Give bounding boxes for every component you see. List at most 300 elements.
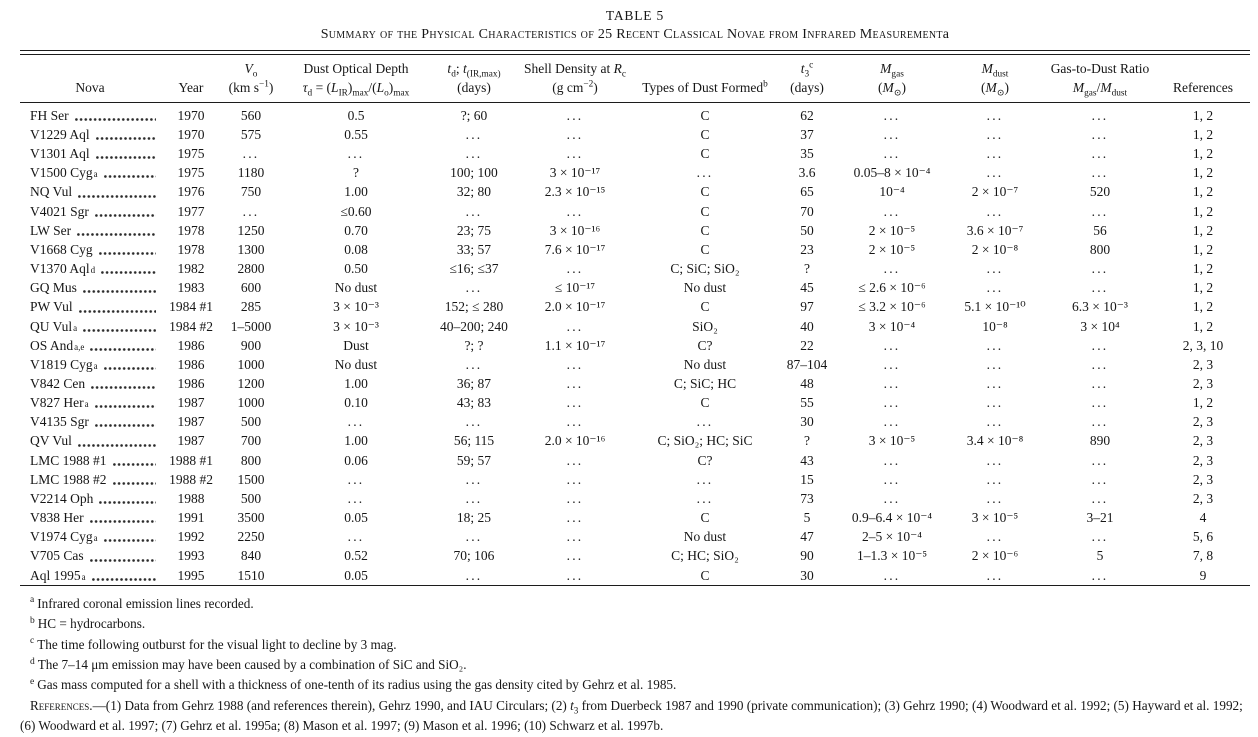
cell-mdust: ... <box>986 203 1004 219</box>
cell-td: 23; 75 <box>456 222 492 238</box>
footnote-e-text: Gas mass computed for a shell with a thickness of one-tenth of its radius using the gas density cited by Gehrz et al. 1985. <box>37 677 677 693</box>
nova-name: V1301 Aql <box>30 146 90 162</box>
cell-mdust: ... <box>986 471 1004 487</box>
cell-mdust: ... <box>986 376 1004 391</box>
nova-name: V2214 Oph <box>30 490 94 506</box>
cell-t3: ? <box>804 433 810 449</box>
cell-tau: No dust <box>334 280 378 296</box>
cell-ratio: ... <box>1091 280 1109 296</box>
cell-year: 1970 <box>177 126 205 142</box>
cell-v0: 600 <box>240 280 262 296</box>
cell-v0: 1000 <box>237 395 265 411</box>
cell-nova <box>20 144 160 163</box>
cell-year: 1987 <box>177 414 205 430</box>
cell-year: 1986 <box>177 356 205 372</box>
cell-mgas: 10⁻⁴ <box>879 184 905 200</box>
table-row <box>20 102 1250 125</box>
column-header-line2: (km $s^{-1}$) <box>228 79 274 95</box>
cell-ratio: 800 <box>1089 241 1111 257</box>
cell-mdust: ... <box>986 395 1004 411</box>
cell-refs: 2, 3 <box>1192 356 1214 372</box>
nova-name: V705 Cas <box>30 548 84 564</box>
cell-t3: 47 <box>800 529 814 545</box>
cell-tau: ... <box>347 146 365 162</box>
cell-mgas: ... <box>883 471 901 487</box>
dot-leader <box>91 386 156 389</box>
column-header-line1: $M_{gas}$ <box>880 60 904 80</box>
cell-nova <box>20 182 160 201</box>
cell-shell: ... <box>566 529 584 545</box>
cell-shell: ≤ 10⁻¹⁷ <box>554 280 596 296</box>
cell-tau: 0.05 <box>344 510 368 526</box>
table-row <box>20 546 1250 565</box>
cell-v0: 3500 <box>237 510 265 526</box>
cell-shell: 1.1 × 10⁻¹⁷ <box>544 337 606 353</box>
cell-tau: ? <box>353 165 359 181</box>
nova-name: GQ Mus <box>30 280 77 296</box>
table-row <box>20 393 1250 412</box>
cell-year: 1987 <box>177 395 205 411</box>
column-header-line2: References <box>1173 79 1233 95</box>
cell-year: 1978 <box>177 222 205 238</box>
footnote-a-text: Infrared coronal emission lines recorded. <box>37 595 254 611</box>
cell-dust: C <box>700 241 710 257</box>
column-header-t3 <box>776 55 838 103</box>
cell-nova <box>20 489 160 508</box>
dot-leader <box>104 539 156 542</box>
cell-ratio: ... <box>1091 107 1109 123</box>
cell-nova <box>20 508 160 527</box>
dot-leader <box>99 252 156 255</box>
column-header-mdust <box>946 55 1044 103</box>
cell-shell: ... <box>566 126 584 142</box>
cell-ratio: ... <box>1091 261 1109 277</box>
cell-year: 1975 <box>177 146 205 162</box>
nova-name: V4021 Sgr <box>30 203 89 219</box>
cell-year: 1984 #1 <box>169 299 213 315</box>
cell-shell: ... <box>566 146 584 162</box>
cell-year: 1975 <box>177 165 205 181</box>
cell-v0: 840 <box>240 548 262 564</box>
table-row <box>20 297 1250 316</box>
cell-tau: ... <box>347 490 365 506</box>
cell-mdust: ... <box>986 261 1004 277</box>
cell-td: 18; 25 <box>456 510 492 526</box>
cell-mdust: ... <box>986 165 1004 181</box>
cell-refs: 1, 2 <box>1192 280 1214 296</box>
column-header-shell <box>516 55 634 103</box>
cell-tau: ≤0.60 <box>340 203 372 219</box>
cell-dust: C; HC; SiO₂ <box>671 548 739 564</box>
cell-shell: ... <box>566 395 584 411</box>
bottom-rule <box>20 585 1250 586</box>
cell-shell: 2.3 × 10⁻¹⁵ <box>544 184 606 200</box>
cell-dust: ... <box>696 165 714 181</box>
table-row <box>20 182 1250 201</box>
nova-name-row <box>20 221 160 240</box>
cell-nova <box>20 240 160 259</box>
cell-ratio: ... <box>1091 126 1109 142</box>
column-header-line1: Dust Optical Depth <box>303 60 409 76</box>
cell-nova <box>20 431 160 450</box>
cell-td: 33; 57 <box>456 241 492 257</box>
table-caption-text: Summary of the Physical Characteristics of 25 Recent Classical Novae from Infrared Measurement <box>320 27 943 42</box>
cell-year: 1986 <box>177 376 205 391</box>
cell-t3: 23 <box>800 241 814 257</box>
cell-td: 56; 115 <box>453 433 495 449</box>
nova-name: Aql 1995 <box>30 567 81 583</box>
cell-dust: C <box>700 395 710 411</box>
dot-leader <box>77 233 156 236</box>
cell-shell: ... <box>566 261 584 277</box>
cell-tau: 1.00 <box>344 184 368 200</box>
cell-refs: 5, 6 <box>1192 529 1214 545</box>
cell-mdust: 3.6 × 10⁻⁷ <box>966 222 1024 238</box>
cell-ratio: ... <box>1091 395 1109 411</box>
cell-year: 1983 <box>177 280 205 296</box>
column-header-line2: (days) <box>457 79 491 95</box>
cell-v0: 1300 <box>237 241 265 257</box>
cell-t3: 97 <box>800 299 814 315</box>
footnote-d-text: The 7–14 μm emission may have been caused by a combination of SiC and SiO₂. <box>37 656 467 672</box>
cell-dust: ... <box>696 471 714 487</box>
cell-year: 1982 <box>177 261 205 277</box>
cell-ratio: ... <box>1091 376 1109 391</box>
column-header-line2: (g $cm^{-2}$) <box>552 79 598 95</box>
cell-mgas: ... <box>883 376 901 391</box>
nova-name-row <box>20 470 160 489</box>
cell-nova <box>20 451 160 470</box>
cell-v0: 500 <box>240 414 262 430</box>
cell-v0: 1180 <box>237 165 265 181</box>
table-row <box>20 566 1250 585</box>
cell-ratio: ... <box>1091 165 1109 181</box>
cell-nova <box>20 221 160 240</box>
column-header-line2: Year <box>178 79 204 95</box>
dot-leader <box>101 271 156 274</box>
cell-v0: 560 <box>240 107 262 123</box>
cell-mgas: ... <box>883 452 901 468</box>
cell-t3: 43 <box>800 452 814 468</box>
cell-dust: C <box>700 222 710 238</box>
cell-nova <box>20 412 160 431</box>
cell-tau: 0.52 <box>344 548 368 564</box>
cell-mdust: ... <box>986 126 1004 142</box>
cell-ratio: ... <box>1091 203 1109 219</box>
cell-dust: ... <box>696 414 714 430</box>
column-header-line2: (days) <box>790 79 824 95</box>
cell-refs: 2, 3, 10 <box>1182 337 1224 353</box>
cell-shell: ... <box>566 356 584 372</box>
cell-td: ... <box>465 356 483 372</box>
dot-leader <box>90 348 156 351</box>
cell-v0: 285 <box>240 299 262 315</box>
nova-name: QV Vul <box>30 433 72 449</box>
cell-refs: 2, 3 <box>1192 490 1214 506</box>
footnote-a-marker: a <box>30 595 35 606</box>
dot-leader <box>95 214 156 217</box>
cell-t3: 62 <box>800 107 814 123</box>
cell-mdust: 3 × 10⁻⁵ <box>971 510 1019 526</box>
nova-name-row: V1974 Cyg a <box>20 527 160 546</box>
cell-dust: No dust <box>683 356 727 372</box>
cell-v0: 1510 <box>237 567 265 583</box>
footnote-b-text: HC = hydrocarbons. <box>37 616 146 632</box>
cell-ratio: 5 <box>1096 548 1104 564</box>
cell-t3: 55 <box>800 395 814 411</box>
cell-mdust: 2 × 10⁻⁷ <box>971 184 1019 200</box>
nova-name-row <box>20 182 160 201</box>
table-row <box>20 202 1250 221</box>
cell-tau: 0.70 <box>344 222 368 238</box>
footnote-c-marker: c <box>30 636 35 647</box>
nova-name: NQ Vul <box>30 184 73 200</box>
cell-nova <box>20 546 160 565</box>
cell-tau: ... <box>347 529 365 545</box>
table-caption-footnote-marker: a <box>942 27 950 42</box>
cell-dust: No dust <box>683 280 727 296</box>
cell-v0: 2250 <box>237 529 265 545</box>
cell-refs: 9 <box>1199 567 1207 583</box>
cell-shell: ... <box>566 318 584 334</box>
table-row <box>20 240 1250 259</box>
nova-name: LW Ser <box>30 222 72 238</box>
cell-shell: ... <box>566 567 584 583</box>
table-row <box>20 278 1250 297</box>
nova-name-row: V1819 Cyg a <box>20 355 160 374</box>
cell-t3: 50 <box>800 222 814 238</box>
cell-mgas: ... <box>883 414 901 430</box>
cell-mgas: ... <box>883 146 901 162</box>
cell-year: 1988 <box>177 490 205 506</box>
nova-name: V1819 Cyg <box>30 356 93 372</box>
table-row <box>20 317 1250 336</box>
table-row <box>20 163 1250 182</box>
cell-td: ... <box>465 414 483 430</box>
cell-td: ... <box>465 490 483 506</box>
references-text: —(1) Data from Gehrz 1988 (and references therein), Gehrz 1990, and IAU Circulars; (2) $t_3$ from Duerbeck 1987 and 1990 (private communication); (3) Gehrz 1990; (4) Woodward et al. 1992; (5) Hayward et al. 1992; (6) Woodward et al. 1997; (7) Gehrz et al. 1995a; (8) Mason et al. 1997; (9) Mason et al. 1996; (10) Schwarz et al. 1997b. <box>20 697 1243 734</box>
cell-tau: 3 × 10⁻³ <box>333 318 379 334</box>
cell-td: ?; 60 <box>460 107 488 123</box>
cell-dust: C? <box>697 452 713 468</box>
cell-year: 1992 <box>177 529 205 545</box>
cell-t3: 48 <box>800 376 814 391</box>
cell-nova <box>20 527 160 546</box>
cell-shell: 2.0 × 10⁻¹⁷ <box>544 299 606 315</box>
cell-nova <box>20 355 160 374</box>
cell-t3: 40 <box>800 318 814 334</box>
cell-td: ?; ? <box>464 337 484 353</box>
cell-tau: No dust <box>334 356 378 372</box>
cell-mgas: ≤ 3.2 × 10⁻⁶ <box>858 299 926 315</box>
cell-v0: 1250 <box>237 222 265 238</box>
nova-name-row: Aql 1995 a <box>20 566 160 585</box>
cell-tau: Dust <box>343 337 369 353</box>
nova-name-row <box>20 144 160 163</box>
cell-mdust: 2 × 10⁻⁸ <box>971 241 1019 257</box>
footnote-d <box>20 655 1250 675</box>
cell-refs: 1, 2 <box>1192 318 1214 334</box>
cell-dust: No dust <box>683 529 727 545</box>
cell-shell: 2.0 × 10⁻¹⁶ <box>544 433 606 449</box>
cell-nova <box>20 163 160 182</box>
nova-name-row <box>20 297 160 316</box>
table-row <box>20 144 1250 163</box>
nova-name: V1229 Aql <box>30 126 90 142</box>
cell-mdust: ... <box>986 356 1004 372</box>
cell-t3: 73 <box>800 490 814 506</box>
cell-td: 59; 57 <box>456 452 492 468</box>
column-header-line2: Types of Dust Formed$^b$ <box>642 79 768 95</box>
dot-leader <box>83 290 156 293</box>
dot-leader <box>90 559 156 562</box>
nova-name: V842 Cen <box>30 376 86 391</box>
nova-name-row <box>20 202 160 221</box>
cell-ratio: ... <box>1091 356 1109 372</box>
cell-refs: 2, 3 <box>1192 452 1214 468</box>
novae-table-body <box>20 102 1250 584</box>
cell-year: 1984 #2 <box>169 318 213 334</box>
nova-name-row <box>20 125 160 144</box>
column-header-line1: $M_{dust}$ <box>981 60 1009 80</box>
cell-nova <box>20 566 160 585</box>
nova-name-row <box>20 451 160 470</box>
cell-shell: 3 × 10⁻¹⁷ <box>549 165 601 181</box>
cell-ratio: ... <box>1091 529 1109 545</box>
cell-td: 152; ≤ 280 <box>444 299 504 315</box>
footnote-b-marker: b <box>30 615 35 626</box>
nova-name-row <box>20 546 160 565</box>
cell-dust: ... <box>696 490 714 506</box>
cell-mgas: ... <box>883 356 901 372</box>
dot-leader <box>96 137 156 140</box>
cell-refs: 2, 3 <box>1192 376 1214 391</box>
table-row <box>20 374 1250 393</box>
nova-name: PW Vul <box>30 299 73 315</box>
nova-name-row <box>20 374 160 393</box>
cell-shell: 7.6 × 10⁻¹⁷ <box>544 241 606 257</box>
cell-v0: 575 <box>240 126 262 142</box>
cell-year: 1976 <box>177 184 205 200</box>
cell-td: 32; 80 <box>456 184 492 200</box>
cell-refs: 1, 2 <box>1192 146 1214 162</box>
table-row <box>20 412 1250 431</box>
column-header-line2: $\tau_d = (L_{IR})_{max}/(L_o)_{max}$ <box>302 79 410 99</box>
cell-shell: ... <box>566 107 584 123</box>
nova-name: V1974 Cyg <box>30 529 93 545</box>
cell-td: ... <box>465 567 483 583</box>
cell-dust: C; SiO₂; HC; SiC <box>657 433 753 449</box>
cell-mdust: ... <box>986 146 1004 162</box>
cell-v0: 800 <box>240 452 262 468</box>
cell-v0: 2800 <box>237 261 265 277</box>
cell-td: ... <box>465 126 483 142</box>
cell-ratio: ... <box>1091 471 1109 487</box>
cell-nova <box>20 297 160 316</box>
cell-ratio: 890 <box>1089 433 1111 449</box>
cell-dust: C <box>700 126 710 142</box>
footnote-c <box>20 635 1250 655</box>
cell-shell: ... <box>566 414 584 430</box>
column-header-v0 <box>222 55 280 103</box>
cell-dust: SiO₂ <box>692 318 718 334</box>
nova-name-row: OS And a,e <box>20 336 160 355</box>
nova-name: V1500 Cyg <box>30 165 93 181</box>
cell-year: 1978 <box>177 241 205 257</box>
footnote-e <box>20 675 1250 695</box>
column-header-line1: Gas-to-Dust Ratio <box>1050 60 1150 76</box>
table-number: TABLE 5 <box>605 8 665 23</box>
cell-dust: C <box>700 299 710 315</box>
cell-year: 1991 <box>177 510 205 526</box>
cell-v0: 1–5000 <box>230 318 272 334</box>
footnote-b <box>20 614 1250 634</box>
cell-shell: ... <box>566 452 584 468</box>
cell-v0: ... <box>242 146 260 162</box>
cell-mgas: ... <box>883 567 901 583</box>
cell-td: 36; 87 <box>456 376 492 391</box>
footnote-e-marker: e <box>30 676 35 687</box>
cell-mgas: ... <box>883 337 901 353</box>
cell-tau: 0.55 <box>344 126 368 142</box>
cell-dust: C <box>700 510 710 526</box>
nova-name-row <box>20 240 160 259</box>
cell-tau: 0.50 <box>344 261 368 277</box>
cell-t3: ? <box>804 261 810 277</box>
column-header-line2: $M_{gas}/M_{dust}$ <box>1072 79 1128 99</box>
cell-refs: 2, 3 <box>1192 433 1214 449</box>
nova-name-row: V1370 Aql d <box>20 259 160 278</box>
footnotes-section <box>20 594 1250 737</box>
cell-year: 1993 <box>177 548 205 564</box>
cell-nova <box>20 317 160 336</box>
cell-v0: ... <box>242 203 260 219</box>
cell-shell: ... <box>566 203 584 219</box>
dot-leader <box>83 329 156 332</box>
cell-v0: 900 <box>240 337 262 353</box>
cell-mgas: 2 × 10⁻⁵ <box>868 241 916 257</box>
cell-mgas: ... <box>883 126 901 142</box>
cell-nova <box>20 278 160 297</box>
references-paragraph <box>20 696 1250 737</box>
cell-t3: 45 <box>800 280 814 296</box>
nova-name-row <box>20 489 160 508</box>
nova-name-row <box>20 431 160 450</box>
cell-year: 1988 #2 <box>169 471 213 487</box>
cell-dust: C; SiC; HC <box>673 376 737 391</box>
cell-tau: 0.5 <box>347 107 365 123</box>
novae-table-header-row <box>20 55 1250 103</box>
cell-dust: C <box>700 567 710 583</box>
cell-ratio: ... <box>1091 567 1109 583</box>
nova-name: LMC 1988 #1 <box>30 452 107 468</box>
cell-refs: 2, 3 <box>1192 471 1214 487</box>
table-row <box>20 451 1250 470</box>
cell-t3: 3.6 <box>798 165 816 181</box>
cell-dust: C; SiC; SiO₂ <box>670 261 740 277</box>
cell-tau: 1.00 <box>344 433 368 449</box>
nova-name: V838 Her <box>30 510 84 526</box>
cell-t3: 37 <box>800 126 814 142</box>
cell-shell: ... <box>566 510 584 526</box>
column-header-tau <box>280 55 432 103</box>
cell-mdust: 5.1 × 10⁻¹⁰ <box>964 299 1026 315</box>
cell-refs: 1, 2 <box>1192 165 1214 181</box>
cell-mdust: ... <box>986 337 1004 353</box>
cell-t3: 30 <box>800 414 814 430</box>
footnote-a <box>20 594 1250 614</box>
nova-name: FH Ser <box>30 107 69 123</box>
